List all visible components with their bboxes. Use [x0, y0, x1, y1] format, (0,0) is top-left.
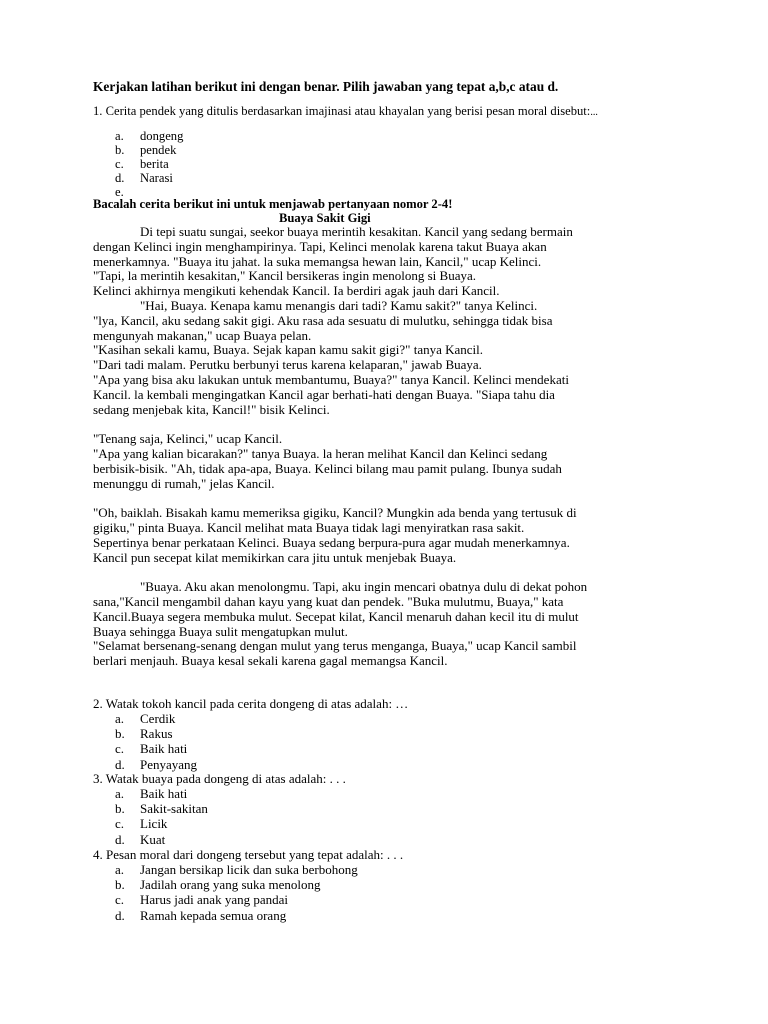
option-letter: d.: [115, 171, 125, 185]
option-item: [115, 832, 208, 847]
option-item: [115, 157, 183, 171]
question-4-options: [115, 862, 358, 923]
option-text: Rakus: [140, 726, 173, 742]
story-line: "Buaya. Aku akan menolongmu. Tapi, aku ingin mencari obatnya dulu di dekat pohon: [140, 579, 588, 595]
option-text: Licik: [140, 816, 168, 832]
story-line: "lya, Kancil, aku sedang sakit gigi. Aku rasa ada sesuatu di mulutku, sehingga tidak bisa: [93, 312, 553, 328]
story-line: "Kasihan sekali kamu, Buaya. Sejak kapan kamu sakit gigi?" tanya Kancil.: [93, 342, 484, 358]
option-text: Harus jadi anak yang pandai: [140, 892, 289, 908]
story-line: sana,"Kancil mengambil dahan kayu yang kuat dan pendek. "Buka mulutmu, Buaya," kata: [93, 593, 564, 609]
question-3: 3. Watak buaya pada dongeng di atas adalah: . . .: [93, 771, 346, 786]
option-text: Sakit-sakitan: [140, 801, 208, 817]
option-letter: b.: [115, 877, 125, 893]
question-1: [93, 104, 598, 119]
option-text: pendek: [140, 143, 177, 157]
option-letter: c.: [115, 816, 125, 832]
option-text: dongeng: [140, 129, 184, 143]
story-blank-line: [93, 491, 693, 506]
question-2: 2. Watak tokoh kancil pada cerita dongeng di atas adalah: …: [93, 696, 409, 711]
option-item: [115, 786, 208, 801]
option-item: [115, 862, 358, 877]
option-letter: b.: [115, 801, 125, 817]
option-text: Jadilah orang yang suka menolong: [140, 877, 321, 893]
story-line: "Selamat bersenang-senang dengan mulut yang terus menganga, Buaya," ucap Kancil sambil: [93, 638, 577, 654]
story-line: Kancil.Buaya segera membuka mulut. Secepat kilat, Kancil menaruh dahan kecil itu di mulut: [93, 608, 579, 624]
story-line: "Oh, baiklah. Bisakah kamu memeriksa gigiku, Kancil? Mungkin ada benda yang tertusuk di: [93, 505, 577, 521]
story-line: "Apa yang bisa aku lakukan untuk membantumu, Buaya?" tanya Kancil. Kelinci mendekati: [93, 371, 569, 387]
question-1-options: [115, 129, 183, 199]
story-line: "Dari tadi malam. Perutku berbunyi terus karena kelaparan," jawab Buaya.: [93, 357, 482, 373]
reading-instruction: Bacalah cerita berikut ini untuk menjawab pertanyaan nomor 2-4!: [93, 197, 453, 211]
option-letter: a.: [115, 786, 125, 801]
story-blank-line: [93, 417, 693, 432]
story-line: menunggu di rumah," jelas Kancil.: [93, 475, 275, 491]
option-item: [115, 171, 183, 185]
option-item: [115, 726, 197, 741]
story-line: Sepertinya benar perkataan Kelinci. Buaya sedang berpura-pura agar mudah menerkamnya.: [93, 534, 570, 550]
story-line: Kelinci akhirnya mengikuti kehendak Kancil. Ia berdiri agak jauh dari Kancil.: [93, 283, 500, 299]
option-item: [115, 757, 197, 772]
story-blank-line: [93, 565, 693, 580]
question-1-dots: ...: [590, 107, 598, 118]
option-letter: b.: [115, 726, 125, 742]
story-line: gigiku," pinta Buaya. Kancil melihat mata Buaya tidak lagi menyiratkan rasa sakit.: [93, 519, 525, 535]
story-line: berbisik-bisik. "Ah, tidak apa-apa, Buaya. Kelinci bilang mau pamit pulang. Ibunya sudah: [93, 460, 562, 476]
story-line: mengunyah makanan," ucap Buaya pelan.: [93, 327, 312, 343]
option-letter: a.: [115, 862, 125, 877]
instruction-heading: Kerjakan latihan berikut ini dengan benar. Pilih jawaban yang tepat a,b,c atau d.: [93, 79, 559, 94]
option-letter: d.: [115, 756, 125, 772]
option-item: [115, 908, 358, 923]
option-text: berita: [140, 157, 169, 171]
option-text: Kuat: [140, 831, 166, 847]
story-line: "Hai, Buaya. Kenapa kamu menangis dari tadi? Kamu sakit?" tanya Kelinci.: [140, 297, 538, 313]
option-letter: d.: [115, 831, 125, 847]
story-line: Kancil pun secepat kilat memikirkan cara jitu untuk menjebak Buaya.: [93, 549, 457, 565]
option-text: Baik hati: [140, 741, 188, 757]
story-line: "Tapi, la merintih kesakitan," Kancil bersikeras ingin menolong si Buaya.: [93, 268, 476, 284]
option-text: Baik hati: [140, 786, 188, 801]
question-4: 4. Pesan moral dari dongeng tersebut yang tepat adalah: . . .: [93, 847, 404, 862]
story-line: Buaya sehingga Buaya sulit mengatupkan mulut.: [93, 623, 348, 639]
option-text: Cerdik: [140, 711, 176, 726]
option-text: Ramah kepada semua orang: [140, 907, 287, 923]
option-letter: a.: [115, 711, 125, 726]
story-body: [93, 225, 693, 669]
option-item: [115, 801, 208, 816]
question-2-options: [115, 711, 197, 772]
option-text: Jangan bersikap licik dan suka berbohong: [140, 862, 358, 877]
option-letter: c.: [115, 892, 125, 908]
option-letter: c.: [115, 741, 125, 757]
option-item: [115, 711, 197, 726]
option-letter: e.: [115, 185, 124, 199]
story-line: "Tenang saja, Kelinci," ucap Kancil.: [93, 431, 283, 447]
option-item: [115, 129, 183, 143]
story-line: Di tepi suatu sungai, seekor buaya merintih kesakitan. Kancil yang sedang bermain: [140, 224, 573, 239]
story-title: Buaya Sakit Gigi: [279, 211, 371, 225]
option-text: Penyayang: [140, 756, 198, 772]
option-text: Narasi: [140, 171, 173, 185]
option-item: [115, 143, 183, 157]
question-3-options: [115, 786, 208, 847]
option-item: [115, 816, 208, 831]
story-line: "Apa yang kalian bicarakan?" tanya Buaya. la heran melihat Kancil dan Kelinci sedang: [93, 445, 548, 461]
question-1-text: 1. Cerita pendek yang ditulis berdasarkan imajinasi atau khayalan yang berisi pesan moral disebut:: [93, 104, 591, 118]
option-letter: a.: [115, 129, 124, 143]
option-item: [115, 892, 358, 907]
option-letter: d.: [115, 907, 125, 923]
story-line: Kancil. la kembali mengingatkan Kancil agar berhati-hati dengan Buaya. "Siapa tahu dia: [93, 386, 555, 402]
option-letter: c.: [115, 157, 124, 171]
story-line: berlari menjauh. Buaya kesal sekali karena gagal memangsa Kancil.: [93, 653, 448, 669]
story-line: sedang menjebak kita, Kancil!" bisik Kelinci.: [93, 401, 330, 417]
option-item: [115, 877, 358, 892]
option-item: [115, 741, 197, 756]
story-line: menerkamnya. "Buaya itu jahat. la suka memangsa hewan lain, Kancil," ucap Kelinci.: [93, 253, 542, 269]
option-letter: b.: [115, 143, 125, 157]
story-line: dengan Kelinci ingin menghampirinya. Tapi, Kelinci menolak karena takut Buaya akan: [93, 238, 547, 254]
